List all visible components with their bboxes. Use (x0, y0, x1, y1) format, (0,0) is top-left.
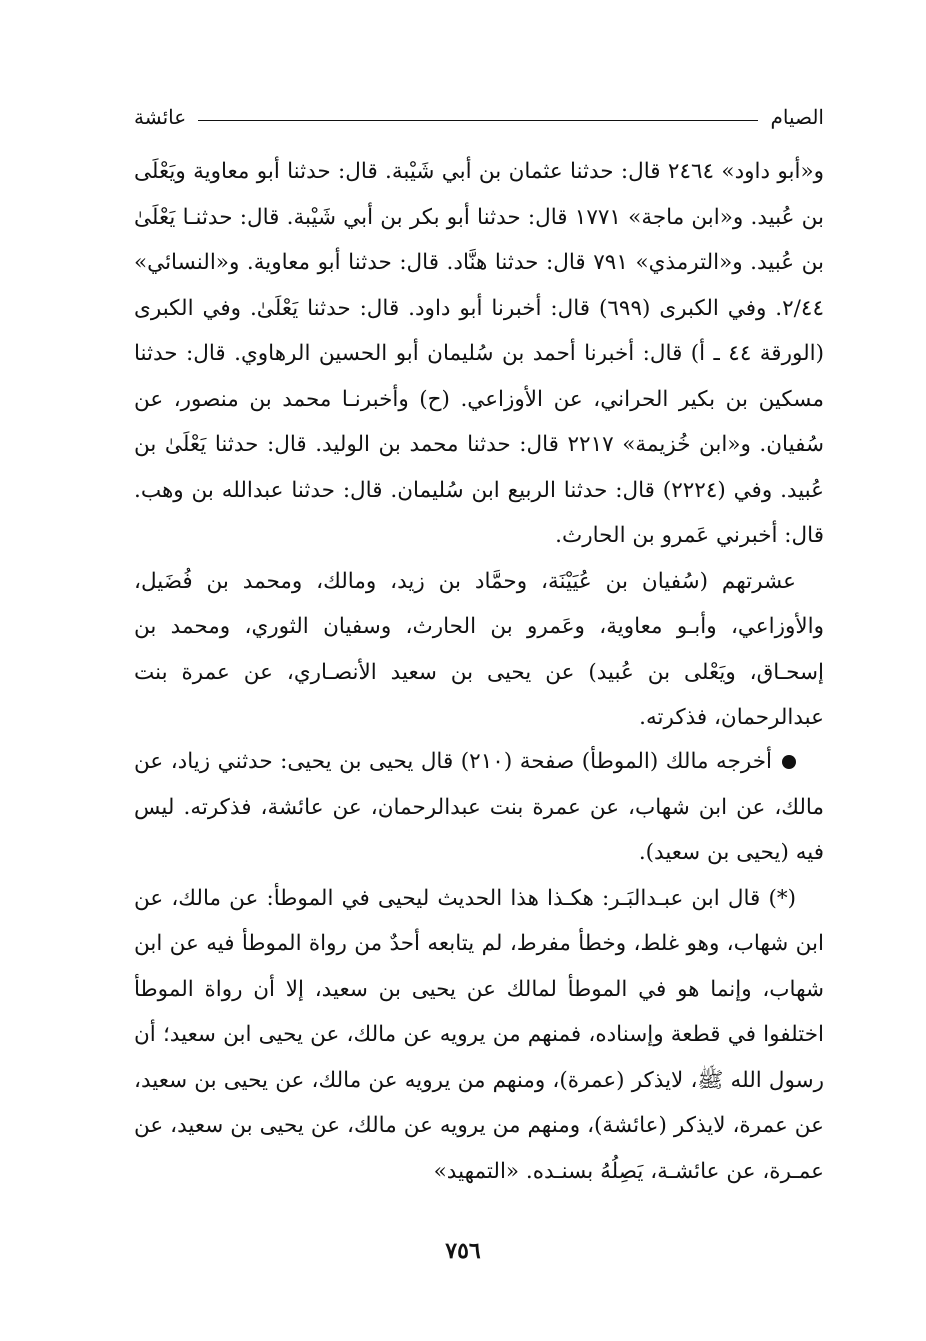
running-header (134, 100, 824, 134)
malik-section (134, 739, 824, 1194)
header-rule (198, 120, 758, 121)
bullet-icon (782, 755, 796, 769)
malik-paragraph-text: أخرجه مالك (الموطأ) صفحة (٢١٠) قال يحيى بن يحيى: حدثني زياد، عن مالك، عن ابن شهاب، عن عمرة بنت عبدالرحمان، عن عائشة، فذكرته. ليس فيه (يحيى بن سعيد). (134, 749, 824, 865)
malik-paragraph (134, 739, 824, 876)
page-number: ٧٥٦ (445, 1238, 481, 1264)
takhrij-section (134, 149, 824, 741)
takhrij-paragraph: و«أبو داود» ٢٤٦٤ قال: حدثنا عثمان بن أبي شَيْبة. قال: حدثنا أبو معاوية ويَعْلَى بن عُبيد. و«ابن ماجة» ١٧٧١ قال: حدثنا أبو بكر بن أبي شَيْبة. قال: حدثنـا يَعْلَىٰ بن عُبيد. و«الترمذي» ٧٩١ قال: حدثنا هنَّاد. قال: حدثنا أبو معاوية. و«النسائي» ٢/٤٤. وفي الكبرى (٦٩٩) قال: أخبرنا أبو داود. قال: حدثنا يَعْلَىٰ. وفي الكبرى (الورقة ٤٤ ـ أ) قال: أخبرنا أحمد بن سُليمان أبو الحسين الرهاوي. قال: حدثنا مسكين بن بكير الحراني، عن الأوزاعي. (ح) وأخبرنـا محمد بن منصور، عن سُفيان. و«ابن خُزيمة» ٢٢١٧ قال: حدثنا محمد بن الوليد. قال: حدثنا يَعْلَىٰ بن عُبيد. وفي (٢٢٢٤) قال: حدثنا الربيع ابن سُليمان. قال: حدثنا عبدالله بن وهب. قال: أخبرني عَمرو بن الحارث. (134, 159, 824, 548)
summary-paragraph: عشرتهم (سُفيان بن عُيَيْنَة، وحمَّاد بن زيد، ومالك، ومحمد بن فُضَيل، والأوزاعي، وأبـو معاوية، وعَمرو بن الحارث، وسفيان الثوري، ومحمد بن إسحـاق، ويَعْلى بن عُبيد) عن يحيى بن سعيد الأنصـاري، عن عمرة بنت عبدالرحمان، فذكرته. (134, 568, 824, 730)
ibn-abdulbarr-note: (*) قال ابن عبـدالبَـر: هكـذا هذا الحديث ليحيى في الموطأ: عن مالك، عن ابن شهاب، وهو غلط، وخطأ مفرط، لم يتابعه أحدٌ من رواة الموطأ فيه عن ابن شهاب، وإنما هو في الموطأ لمالك عن يحيى بن سعيد، إلا أن رواة الموطأ اختلفوا في قطعة وإسناده، فمنهم من يرويه عن مالك، عن يحيى ابن سعيد؛ أن رسول الله ﷺ، لايذكر (عمرة)، ومنهم من يرويه عن مالك، عن يحيى بن سعيد، عن عمرة، لايذكر (عائشة)، ومنهم من يرويه عن مالك، عن يحيى بن سعيد، عن عمـرة، عن عائشـة، يَصِلُهُ بسنـده. «التمهيد» (134, 885, 824, 1184)
header-narrator-name: عائشة (134, 105, 187, 129)
header-chapter-title: الصيام (770, 105, 824, 129)
